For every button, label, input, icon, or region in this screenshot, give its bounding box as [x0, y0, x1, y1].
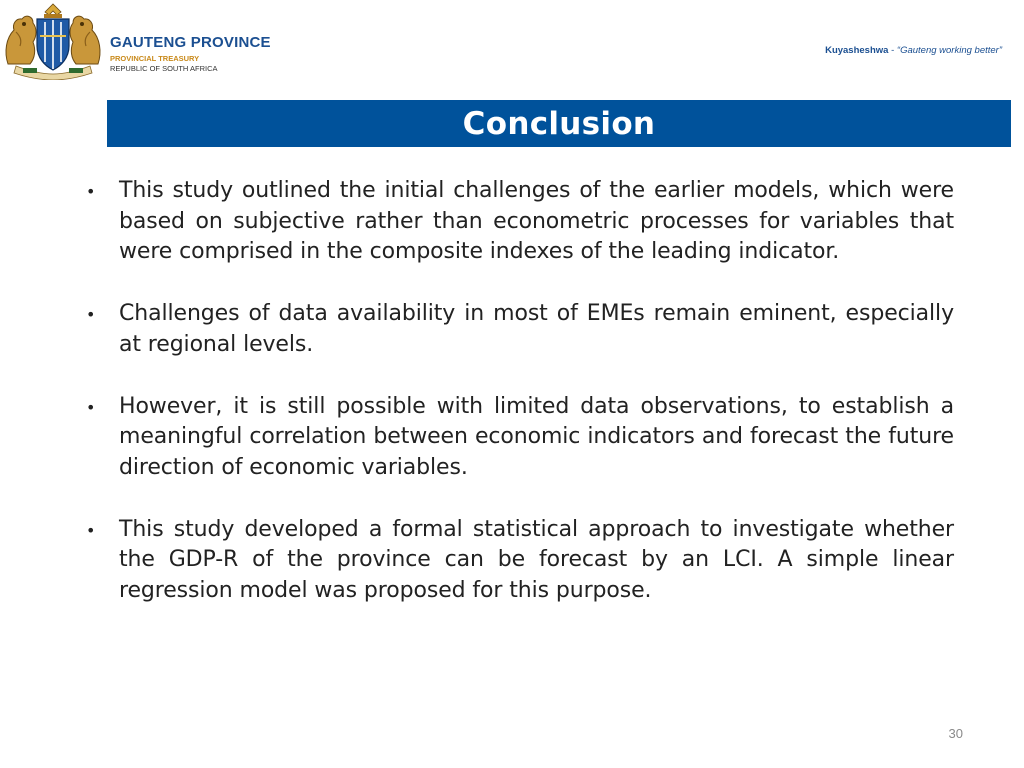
organization-name: GAUTENG PROVINCE [110, 34, 271, 51]
bullet-item [86, 176, 954, 268]
bullet-item [86, 392, 954, 484]
organization-block [110, 34, 271, 74]
header [0, 0, 1024, 92]
bullet-list [86, 176, 954, 638]
bullet-item [86, 299, 954, 360]
title-bar [107, 100, 1011, 147]
bullet-item [86, 515, 954, 607]
bullet-text: This study outlined the initial challenges of the earlier models, which were based on subjective rather than econometric processes for variables that were comprised in the composite indexes of the leading indicator. [119, 178, 954, 265]
bullet-text: This study developed a formal statistical approach to investigate whether the GDP-R of the province can be forecast by an LCI. A simple linear regression model was proposed for this purpose. [119, 516, 954, 604]
tagline-brand: Kuyasheshwa [825, 45, 889, 56]
bullet-dot-icon: • [86, 520, 96, 540]
bullet-dot-icon: • [86, 305, 96, 325]
bullet-dot-icon: • [86, 397, 96, 417]
bullet-text: Challenges of data availability in most of EMEs remain eminent, especially at regional levels. [119, 301, 954, 357]
department-name: PROVINCIAL TREASURY [110, 54, 200, 63]
tagline [825, 45, 1002, 56]
bullet-text: However, it is still possible with limited data observations, to establish a meaningful correlation between economic indicators and forecast the future direction of economic variables. [119, 393, 954, 480]
bullet-dot-icon: • [86, 182, 96, 201]
page-number: 30 [948, 726, 963, 741]
slide-title: Conclusion [462, 105, 656, 142]
tagline-slogan: “Gauteng working better” [896, 45, 1002, 56]
country-name: REPUBLIC OF SOUTH AFRICA [110, 64, 218, 73]
coat-of-arms-icon [2, 2, 104, 80]
tagline-separator: - [888, 45, 897, 56]
